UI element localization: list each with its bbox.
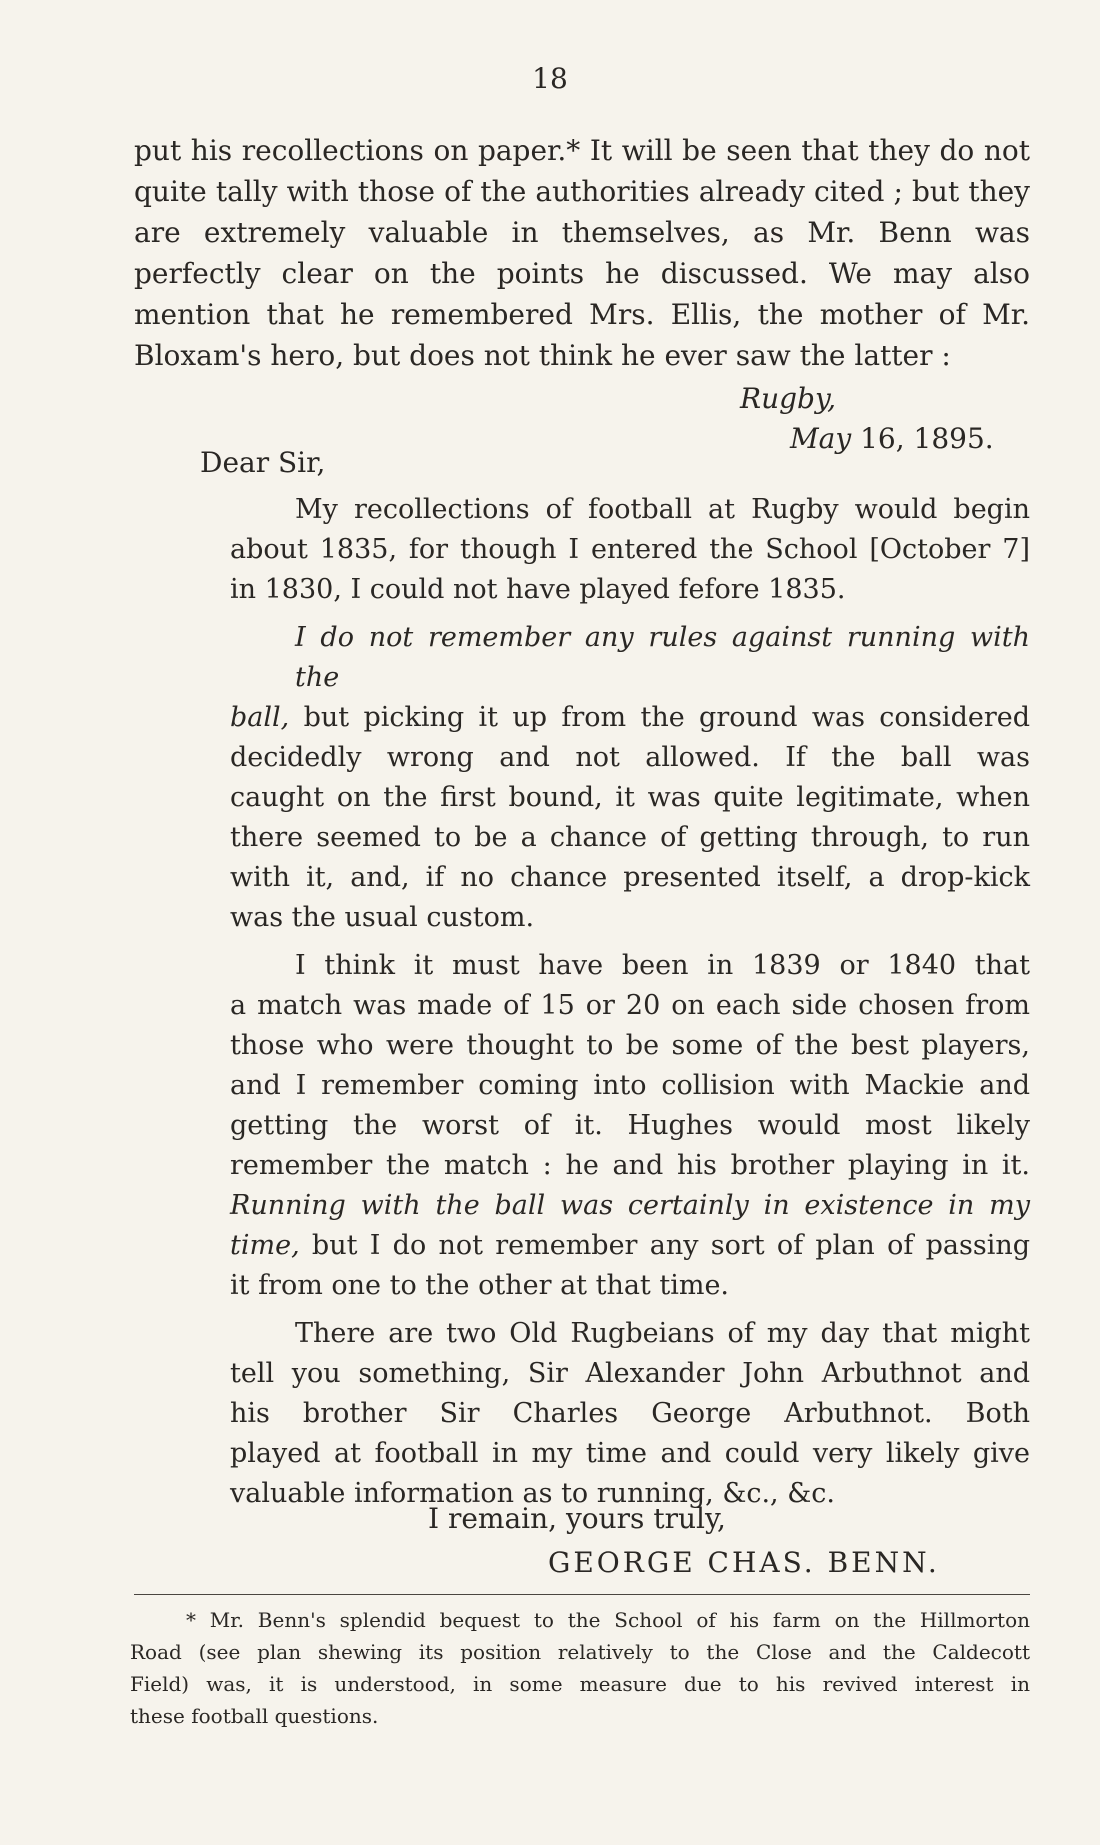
letter-line: tell you something, Sir Alexander John Arbuthnot and (230, 1358, 1030, 1389)
letter-place: Rugby, (740, 382, 836, 415)
intro-line: are extremely valuable in themselves, as Mr. Benn was (134, 216, 1030, 249)
letter-line: about 1835, for though I entered the School [October 7] (230, 534, 1030, 565)
letter-date-month: May (790, 422, 852, 455)
italic-phrase: I do not remember any rules against running with the (295, 622, 1030, 693)
intro-line: mention that he remembered Mrs. Ellis, the mother of Mr. (134, 298, 1030, 331)
letter-paragraph-3 (230, 946, 1030, 1306)
letter-body (230, 490, 1030, 1522)
letter-line (230, 1186, 1030, 1226)
letter-salutation: Dear Sir, (200, 446, 326, 479)
letter-text: but picking it up from the ground was considered (289, 702, 1030, 733)
letter-line: with it, and, if no chance presented itself, a drop-kick (230, 862, 1030, 893)
letter-line: My recollections of football at Rugby would begin (295, 494, 1030, 525)
letter-line (230, 618, 1030, 698)
letter-line: in 1830, I could not have played fefore 1835. (230, 574, 846, 605)
letter-line: valuable information as to running, &c., &c. (230, 1478, 835, 1509)
intro-paragraph (134, 130, 1030, 376)
italic-phrase: ball, (230, 702, 290, 733)
footnote (130, 1604, 1030, 1732)
letter-paragraph-2 (230, 618, 1030, 938)
letter-line: a match was made of 15 or 20 on each side chosen from (230, 990, 1030, 1021)
letter-line: and I remember coming into collision with Mackie and (230, 1070, 1030, 1101)
letter-line: played at football in my time and could very likely give (230, 1438, 1030, 1469)
footnote-line: * Mr. Benn's splendid bequest to the School of his farm on the Hillmorton (186, 1608, 1030, 1632)
footnote-line: these football questions. (130, 1704, 379, 1728)
letter-line (230, 1226, 1030, 1266)
intro-line: Bloxam's hero, but does not think he ever saw the latter : (134, 339, 951, 372)
letter-line (230, 698, 1030, 738)
letter-line: There are two Old Rugbeians of my day that might (295, 1318, 1030, 1349)
intro-line: perfectly clear on the points he discussed. We may also (134, 257, 1030, 290)
italic-phrase: time, (230, 1230, 300, 1261)
letter-date-day-year: 16, 1895. (851, 422, 994, 455)
letter-paragraph-1 (230, 490, 1030, 610)
footnote-line: Field) was, it is understood, in some measure due to his revived interest in (130, 1672, 1030, 1696)
letter-line: remember the match : he and his brother playing in it. (230, 1150, 1030, 1181)
intro-line: quite tally with those of the authorities already cited ; but they (134, 175, 1030, 208)
letter-line: those who were thought to be some of the best players, (230, 1030, 1030, 1061)
letter-line: I think it must have been in 1839 or 1840 that (295, 950, 1030, 981)
footnote-divider (134, 1594, 1030, 1595)
page-number: 18 (532, 62, 568, 95)
letter-date (790, 422, 994, 455)
letter-line: it from one to the other at that time. (230, 1270, 730, 1301)
letter-line: decidedly wrong and not allowed. If the ball was (230, 742, 1030, 773)
letter-line: his brother Sir Charles George Arbuthnot. Both (230, 1398, 1030, 1429)
letter-line: caught on the first bound, it was quite legitimate, when (230, 782, 1030, 813)
letter-line: there seemed to be a chance of getting through, to run (230, 822, 1030, 853)
letter-closing: I remain, yours truly, (428, 1502, 726, 1535)
letter-signature: GEORGE CHAS. BENN. (548, 1546, 940, 1579)
footnote-line: Road (see plan shewing its position relatively to the Close and the Caldecott (130, 1640, 1030, 1664)
italic-phrase: Running with the ball was certainly in existence in my (230, 1190, 1030, 1221)
letter-line: was the usual custom. (230, 902, 535, 933)
intro-line: put his recollections on paper.* It will be seen that they do not (134, 134, 1030, 167)
letter-text: but I do not remember any sort of plan of passing (299, 1230, 1030, 1261)
letter-line: getting the worst of it. Hughes would most likely (230, 1110, 1030, 1141)
letter-paragraph-4 (230, 1314, 1030, 1514)
